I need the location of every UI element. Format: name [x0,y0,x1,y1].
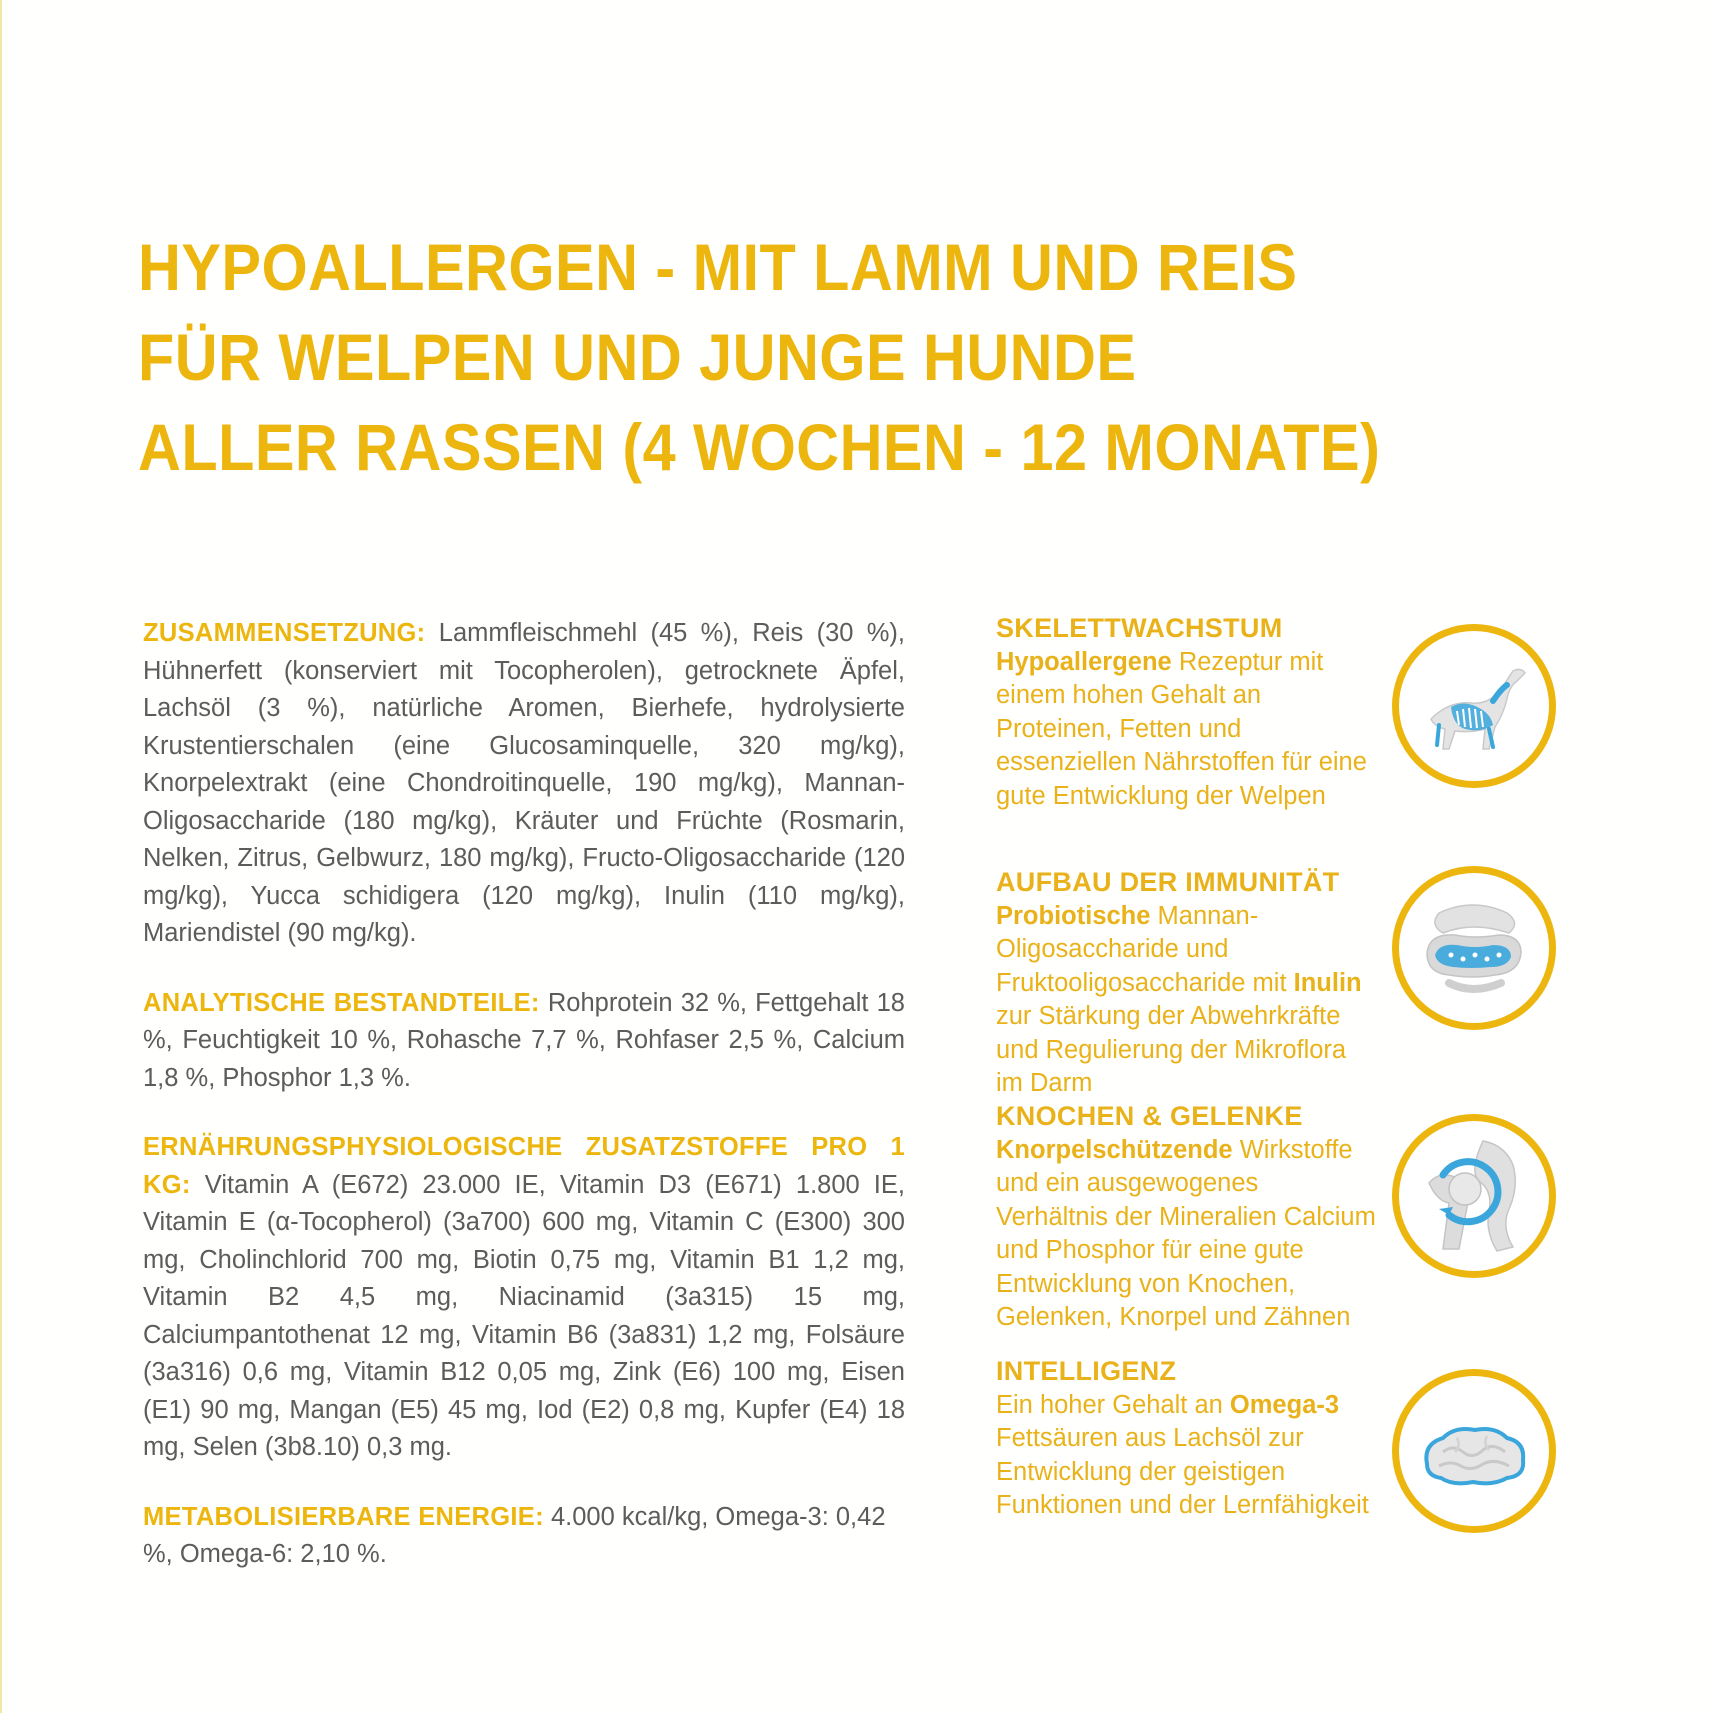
feature-skeletal-bold: Hypoallergene [996,647,1172,676]
composition-paragraph [143,615,905,953]
feature-immunity-body-a: Mannan-Oligosaccharide und Fruktooligosaccharide mit [996,901,1287,997]
composition-text: Lammfleischmehl (45 %), Reis (30 %), Hühnerfett (konserviert mit Tocopherolen), getrocknete Äpfel, Lachsöl (3 %), natürliche Aromen, Bierhefe, hydrolysierte Krustentierschalen (eine Glucosaminquelle, 320 mg/kg), Knorpelextrakt (eine Chondroitinquelle, 190 mg/kg), Mannan-Oligosaccharide (180 mg/kg), Kräuter und Früchte (Rosmarin, Nelken, Zitrus, Gelbwurz, 180 mg/kg), Fructo-Oligosaccharide (120 mg/kg), Yucca schidigera (120 mg/kg), Inulin (110 mg/kg), Mariendistel (90 mg/kg). [143,619,905,947]
feature-immunity-bold-b: Inulin [1293,968,1362,997]
ingredients-column [143,615,905,1606]
brain-icon [1392,1369,1556,1533]
feature-bones-text [996,1100,1376,1335]
page-edge-line [0,0,2,1713]
feature-immunity-body-b: zur Stärkung der Abwehrkräfte und Regulierung der Mikroflora im Darm [996,1002,1347,1097]
page-title [138,222,1638,492]
feature-intelligence-body-b: Fettsäuren aus Lachsöl zur Entwicklung der geistigen Funktionen und der Lernfähigkeit [996,1424,1369,1519]
feature-bones-bold: Knorpelschützende [996,1135,1233,1164]
feature-intelligence-body-a: Ein hoher Gehalt an [996,1390,1223,1419]
title-line-3: ALLER RASSEN (4 WOCHEN - 12 MONATE) [138,410,1381,484]
feature-skeletal-body: Rezeptur mit einem hohen Gehalt an Proteinen, Fetten und essenziellen Nährstoffen für eine gute Entwicklung der Welpen [996,647,1367,810]
feature-immunity-bold: Probiotische [996,901,1151,930]
analytical-label: ANALYTISCHE BESTANDTEILE: [143,988,540,1017]
feature-bones-heading: KNOCHEN & GELENKE [996,1101,1303,1131]
feature-immunity-text [996,866,1376,1101]
energy-paragraph [143,1499,905,1574]
additives-label: ERNÄHRUNGSPHYSIOLOGISCHE ZUSATZSTOFFE PRO 1 KG: [143,1133,905,1199]
hip-joint-icon [1392,1114,1556,1278]
additives-text: Vitamin A (E672) 23.000 IE, Vitamin D3 (E671) 1.800 IE, Vitamin E (α-Tocopherol) (3a700) 600 mg, Vitamin C (E300) 300 mg, Cholinchlorid 700 mg, Biotin 0,75 mg, Vitamin B1 1,2 mg, Vitamin B2 4,5 mg, Niacinamid (3a315) 15 mg, Calciumpantothenat 12 mg, Vitamin B6 (3a831) 1,2 mg, Folsäure (3a316) 0,6 mg, Vitamin B12 0,05 mg, Zink (E6) 100 mg, Eisen (E1) 90 mg, Mangan (E5) 45 mg, Iod (E2) 0,8 mg, Kupfer (E4) 18 mg, Selen (3b8.10) 0,3 mg. [143,1170,905,1461]
title-line-2: FÜR WELPEN UND JUNGE HUNDE [138,320,1137,394]
feature-intelligence-text [996,1355,1376,1523]
feature-bones-body: Wirkstoffe und ein ausgewogenes Verhältnis der Mineralien Calcium und Phosphor für eine gute Entwicklung von Knochen, Gelenken, Knorpel und Zähnen [996,1135,1376,1331]
feature-intelligence [996,1355,1556,1523]
feature-intelligence-bold: Omega-3 [1229,1390,1340,1419]
feature-skeletal-growth [996,612,1556,813]
feature-immunity-heading: AUFBAU DER IMMUNITÄT [996,867,1340,897]
energy-text: 4.000 kcal/kg, Omega-3: 0,42 %, Omega-6: 2,10 %. [143,1502,886,1568]
composition-label: ZUSAMMENSETZUNG: [143,619,426,647]
additives-paragraph [143,1129,905,1467]
energy-label: METABOLISIERBARE ENERGIE: [143,1502,544,1531]
analytical-text: Rohprotein 32 %, Fettgehalt 18 %, Feuchtigkeit 10 %, Rohasche 7,7 %, Rohfaser 2,5 %, Calcium 1,8 %, Phosphor 1,3 %. [143,988,905,1092]
feature-skeletal-heading: SKELETTWACHSTUM [996,613,1283,643]
feature-bones-joints [996,1100,1556,1335]
feature-skeletal-text [996,612,1376,813]
feature-intelligence-heading: INTELLIGENZ [996,1356,1177,1386]
analytical-paragraph [143,985,905,1098]
intestine-icon [1392,866,1556,1030]
feature-immunity [996,866,1556,1101]
title-line-1: HYPOALLERGEN - MIT LAMM UND REIS [138,230,1298,304]
dog-skeleton-icon [1392,624,1556,788]
